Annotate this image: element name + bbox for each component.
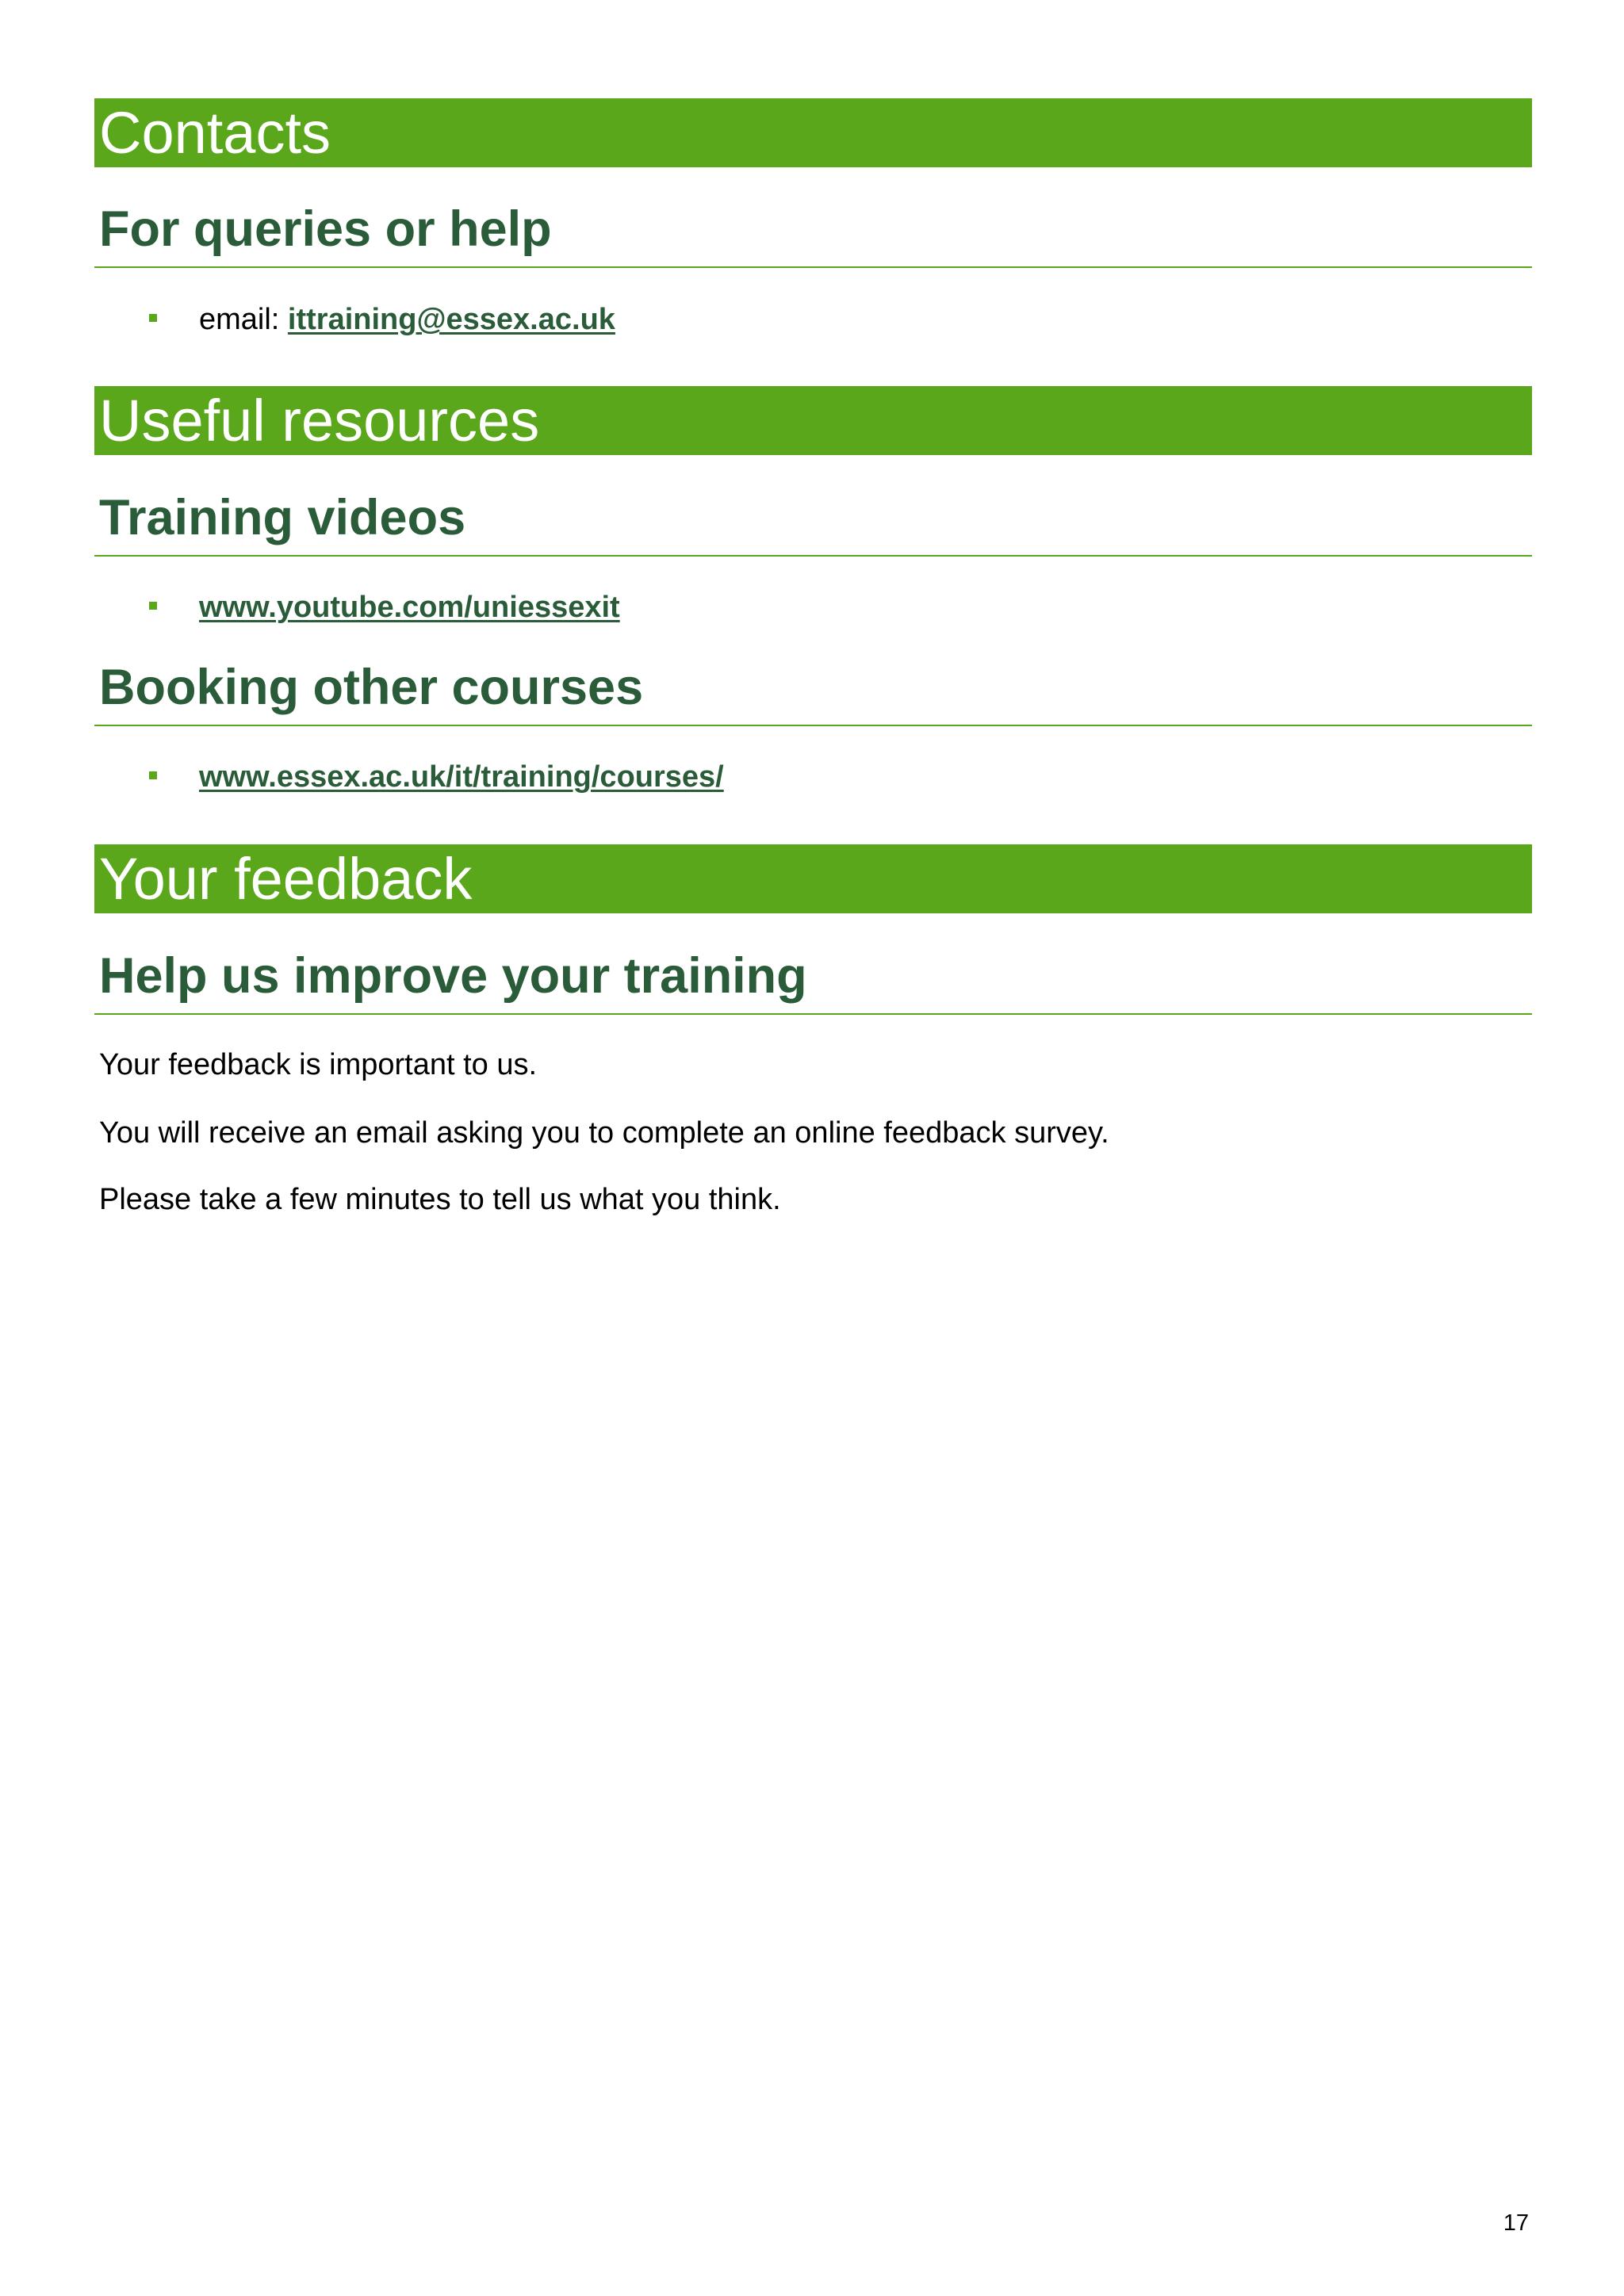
bullet-icon xyxy=(149,314,157,322)
training-videos-heading: Training videos xyxy=(94,487,1532,557)
feedback-paragraph: Please take a few minutes to tell us what you think. xyxy=(99,1183,781,1216)
feedback-paragraph: You will receive an email asking you to complete an online feedback survey. xyxy=(99,1116,1109,1150)
queries-heading: For queries or help xyxy=(94,198,1532,268)
feedback-banner: Your feedback xyxy=(94,844,1532,913)
page-number: 17 xyxy=(1503,2210,1529,2236)
contacts-banner: Contacts xyxy=(94,98,1532,167)
youtube-link[interactable]: www.youtube.com/uniessexit xyxy=(199,591,620,624)
resources-banner: Useful resources xyxy=(94,386,1532,455)
training-videos-list-item xyxy=(149,589,620,626)
booking-courses-list-item xyxy=(149,759,724,795)
booking-courses-heading: Booking other courses xyxy=(94,656,1532,726)
email-list-item xyxy=(149,301,615,338)
bullet-icon xyxy=(149,771,157,779)
email-link[interactable]: ittraining@essex.ac.uk xyxy=(287,303,615,336)
feedback-paragraph: Your feedback is important to us. xyxy=(99,1048,538,1081)
email-label: email: xyxy=(199,303,288,336)
courses-link[interactable]: www.essex.ac.uk/it/training/courses/ xyxy=(199,760,724,794)
improve-training-heading: Help us improve your training xyxy=(94,945,1532,1015)
bullet-icon xyxy=(149,602,157,610)
